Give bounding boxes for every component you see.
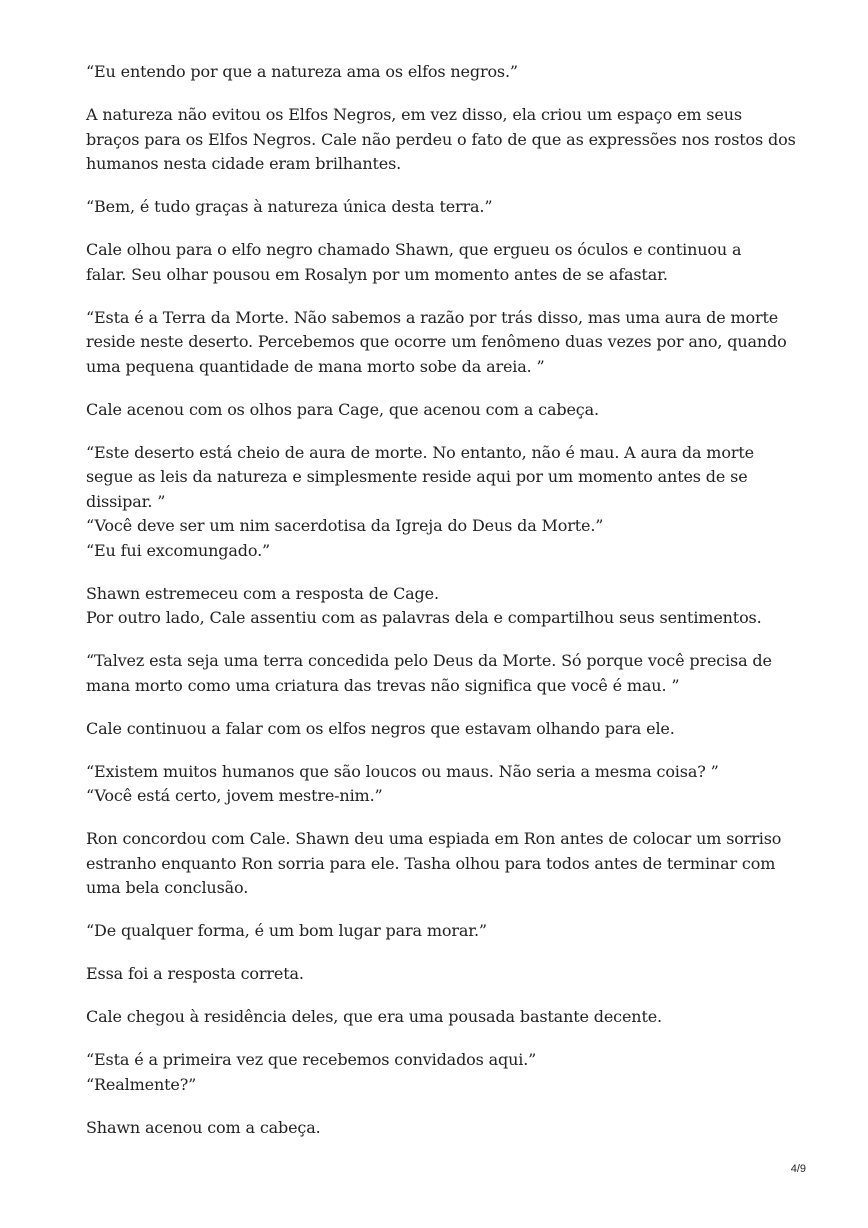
text-line: “Você deve ser um nim sacerdotisa da Igreja do Deus da Morte.”: [86, 516, 604, 535]
text-line: Cale chegou à residência deles, que era uma pousada bastante decente.: [86, 1007, 662, 1026]
text-line: “Eu entendo por que a natureza ama os elfos negros.”: [86, 62, 518, 81]
text-line: “Você está certo, jovem mestre-nim.”: [86, 786, 383, 805]
paragraph: [86, 1116, 786, 1141]
text-line: Shawn acenou com a cabeça.: [86, 1117, 321, 1137]
paragraph: [86, 1048, 786, 1097]
paragraph: [86, 582, 786, 631]
text-line: Cale olhou para o elfo negro chamado Shawn, que ergueu os óculos e continuou a: [86, 240, 742, 259]
text-line: Cale acenou com os olhos para Cage, que acenou com a cabeça.: [86, 399, 599, 419]
text-line: “Este deserto está cheio de aura de morte. No entanto, não é mau. A aura da morte: [86, 442, 754, 462]
text-line: “Esta é a Terra da Morte. Não sabemos a razão por trás disso, mas uma aura de morte: [86, 307, 779, 327]
text-line: Shawn estremeceu com a resposta de Cage.: [86, 583, 439, 603]
text-line: “Esta é a primeira vez que recebemos convidados aqui.”: [86, 1050, 537, 1069]
text-line: uma bela conclusão.: [86, 878, 249, 897]
text-line: Essa foi a resposta correta.: [86, 964, 304, 983]
paragraph: [86, 195, 786, 220]
paragraph: [86, 962, 786, 987]
paragraph: [86, 760, 786, 809]
text-line: humanos nesta cidade eram brilhantes.: [86, 154, 402, 173]
text-line: reside neste deserto. Percebemos que ocorre um fenômeno duas vezes por ano, quando: [86, 332, 787, 351]
document-body: [86, 60, 796, 1159]
text-line: estranho enquanto Ron sorria para ele. Tasha olhou para todos antes de terminar com: [86, 853, 776, 873]
text-line: dissipar. ”: [86, 491, 166, 511]
text-line: braços para os Elfos Negros. Cale não perdeu o fato de que as expressões nos rostos dos: [86, 129, 796, 149]
text-line: falar. Seu olhar pousou em Rosalyn por um momento antes de se afastar.: [86, 264, 668, 284]
paragraph: [86, 827, 786, 901]
text-line: “Existem muitos humanos que são loucos ou maus. Não seria a mesma coisa? ”: [86, 761, 719, 781]
paragraph: [86, 717, 786, 742]
paragraph: [86, 60, 786, 85]
paragraph: [86, 103, 796, 177]
text-line: A natureza não evitou os Elfos Negros, em vez disso, ela criou um espaço em seus: [86, 105, 742, 124]
text-line: “Realmente?”: [86, 1074, 197, 1094]
text-line: uma pequena quantidade de mana morto sobe da areia. ”: [86, 356, 545, 376]
text-line: “Talvez esta seja uma terra concedida pelo Deus da Morte. Só porque você precisa de: [86, 651, 772, 670]
text-line: Por outro lado, Cale assentiu com as palavras dela e compartilhou seus sentimentos.: [86, 608, 762, 627]
paragraph: [86, 441, 786, 564]
paragraph: [86, 238, 786, 287]
page-number: 4/9: [790, 1163, 806, 1175]
text-line: “Bem, é tudo graças à natureza única desta terra.”: [86, 197, 493, 216]
text-line: Cale continuou a falar com os elfos negros que estavam olhando para ele.: [86, 718, 675, 738]
paragraph: [86, 398, 786, 423]
text-line: mana morto como uma criatura das trevas não significa que você é mau. ”: [86, 675, 680, 695]
paragraph: [86, 649, 786, 698]
paragraph: [86, 306, 786, 380]
text-line: Ron concordou com Cale. Shawn deu uma espiada em Ron antes de colocar um sorriso: [86, 829, 782, 848]
text-line: “Eu fui excomungado.”: [86, 540, 271, 560]
text-line: “De qualquer forma, é um bom lugar para morar.”: [86, 921, 487, 940]
paragraph: [86, 1005, 786, 1030]
paragraph: [86, 919, 786, 944]
text-line: segue as leis da natureza e simplesmente reside aqui por um momento antes de se: [86, 467, 748, 486]
